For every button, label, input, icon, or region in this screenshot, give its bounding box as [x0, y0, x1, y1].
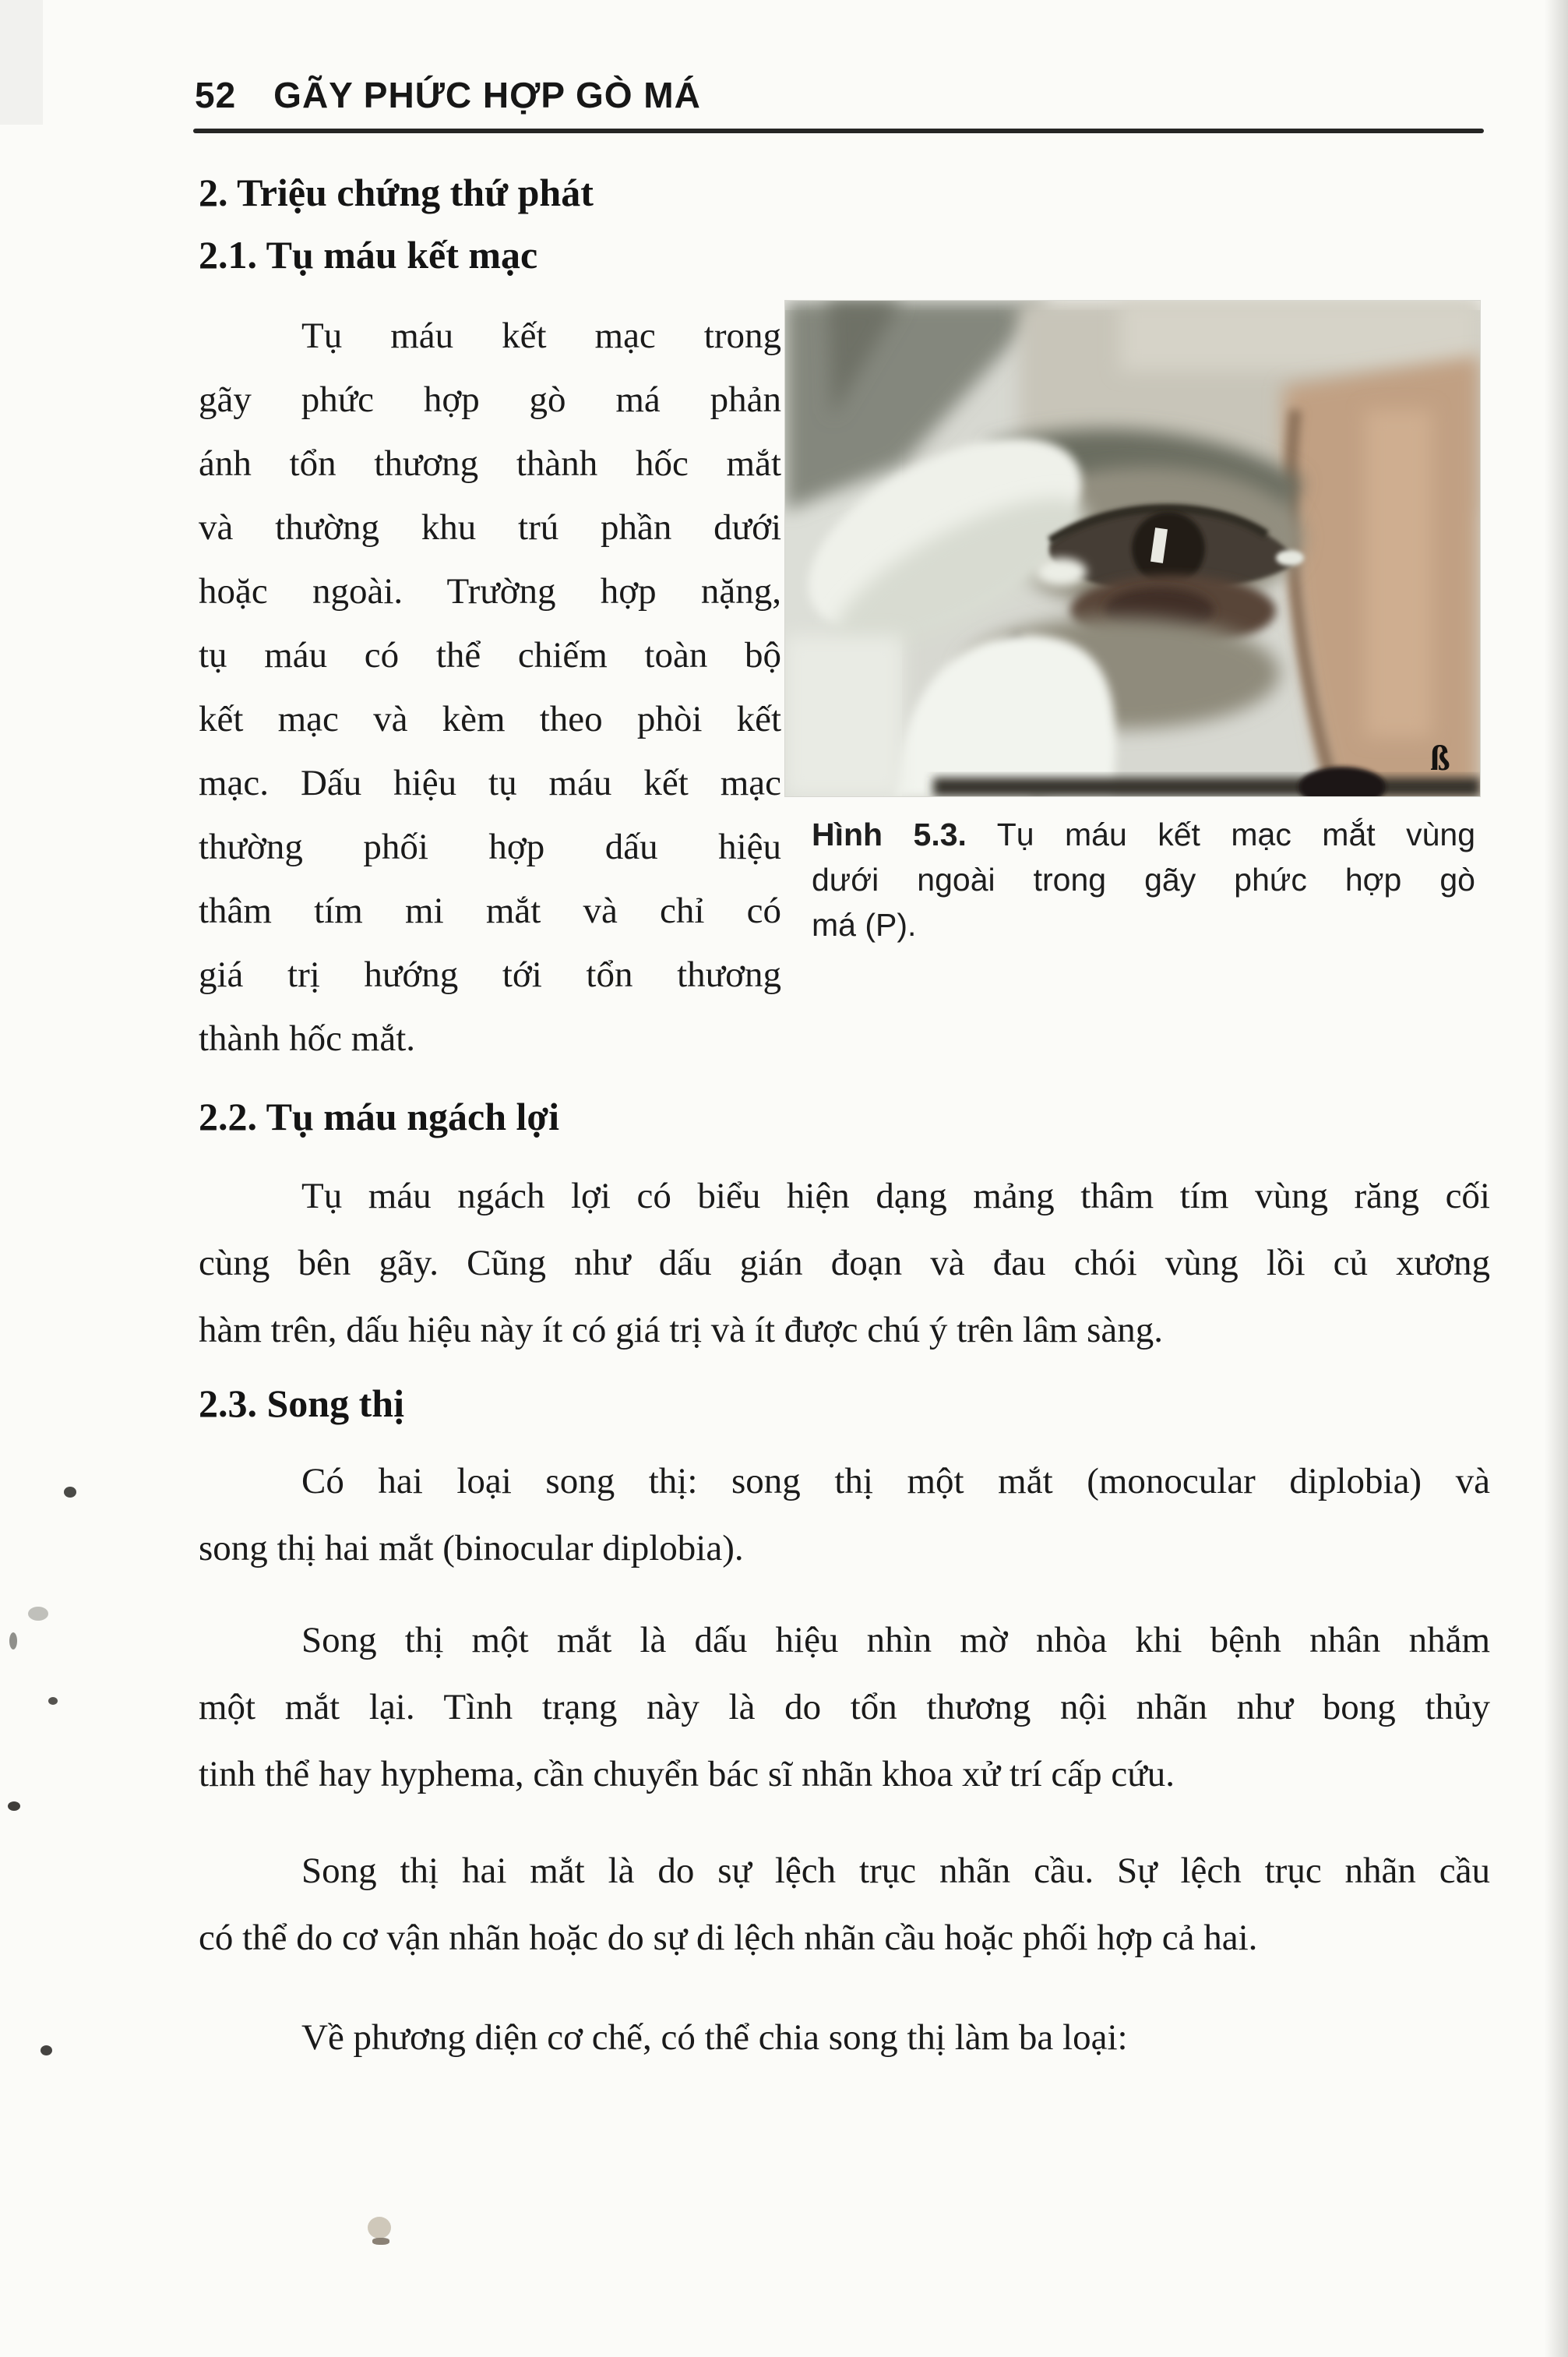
ink-speck	[64, 1487, 76, 1498]
chapter-title: GÃY PHỨC HỢP GÒ MÁ	[273, 75, 701, 115]
ink-speck	[28, 1607, 48, 1621]
song-thi-paragraph-1	[199, 1448, 1490, 1582]
section-2-1-heading: 2.1. Tụ máu kết mạc	[199, 233, 538, 277]
song-thi-paragraph-4	[199, 2004, 1490, 2071]
photo-corner-mark: ß	[1430, 738, 1450, 778]
section-2-2-heading: 2.2. Tụ máu ngách lợi	[199, 1095, 559, 1138]
text-line: có thể do cơ vận nhãn hoặc do sự di lệch nhãn cầu hoặc phối hợp cả hai.	[199, 1918, 1258, 1958]
text-line: Song thị một mắt là dấu hiệu nhìn mờ nhòa khi bệnh nhân nhắm	[301, 1620, 1490, 1660]
section-2-3-heading: 2.3. Song thị	[199, 1381, 404, 1425]
text-line: Có hai loại song thị: song thị một mắt (monocular diplobia) và	[301, 1461, 1490, 1501]
text-line: tụ máu có thể chiếm toàn bộ	[199, 635, 781, 676]
text-line: Song thị hai mắt là do sự lệch trục nhãn cầu. Sự lệch trục nhãn cầu	[301, 1851, 1490, 1891]
ink-speck	[372, 2238, 389, 2245]
ink-speck	[8, 1801, 20, 1811]
text-line: hoặc ngoài. Trường hợp nặng,	[199, 571, 781, 612]
page-header	[195, 74, 701, 116]
song-thi-paragraph-2	[199, 1607, 1490, 1808]
text-line: cùng bên gãy. Cũng như dấu gián đoạn và đau chói vùng lồi củ xương	[199, 1243, 1490, 1283]
ink-speck	[41, 2045, 52, 2055]
section-2-heading: 2. Triệu chứng thứ phát	[199, 171, 594, 214]
eye-photo-illustration	[785, 301, 1480, 796]
scan-smudge	[0, 0, 43, 125]
section-2-1-paragraph	[199, 304, 781, 1071]
text-line: một mắt lại. Tình trạng này là do tổn thương nội nhãn như bong thủy	[199, 1687, 1490, 1727]
figure-caption	[812, 812, 1475, 947]
page-number: 52	[195, 75, 237, 115]
text-line: thường phối hợp dấu hiệu	[199, 827, 781, 867]
text-line: song thị hai mắt (binocular diplobia).	[199, 1528, 744, 1568]
text-line: kết mạc và kèm theo phòi kết	[199, 699, 781, 739]
text-line: giá trị hướng tới tổn thương	[199, 954, 781, 995]
text-line: hàm trên, dấu hiệu này ít có giá trị và ít được chú ý trên lâm sàng.	[199, 1310, 1164, 1350]
ink-speck	[48, 1697, 58, 1705]
text-line: thành hốc mắt.	[199, 1018, 416, 1059]
ink-speck	[368, 2217, 391, 2239]
section-2-2-paragraph	[199, 1163, 1490, 1364]
page-edge-shadow	[1545, 0, 1568, 2357]
text-line: Về phương diện cơ chế, có thể chia song thị làm ba loại:	[301, 2017, 1128, 2058]
header-rule	[193, 129, 1484, 133]
figure-photo	[785, 301, 1480, 796]
text-line: và thường khu trú phần dưới	[199, 507, 781, 548]
caption-line	[812, 812, 1475, 857]
text-line: gãy phức hợp gò má phản	[199, 379, 781, 420]
text-line: Tụ máu ngách lợi có biểu hiện dạng mảng thâm tím vùng răng cối	[301, 1176, 1490, 1216]
song-thi-paragraph-3	[199, 1837, 1490, 1971]
text-line: Tụ máu kết mạc trong	[301, 316, 781, 356]
caption-text: Tụ máu kết mạc mắt vùng	[996, 817, 1476, 852]
ink-speck	[9, 1632, 17, 1650]
text-line: mạc. Dấu hiệu tụ máu kết mạc	[199, 763, 781, 803]
figure-label: Hình 5.3.	[812, 817, 967, 852]
caption-line: dưới ngoài trong gãy phức hợp gò	[812, 862, 1475, 898]
text-line: thâm tím mi mắt và chỉ có	[199, 891, 781, 931]
text-line: ánh tổn thương thành hốc mắt	[199, 443, 781, 484]
text-line: tinh thể hay hyphema, cần chuyển bác sĩ nhãn khoa xử trí cấp cứu.	[199, 1754, 1175, 1794]
caption-line: má (P).	[812, 907, 917, 943]
